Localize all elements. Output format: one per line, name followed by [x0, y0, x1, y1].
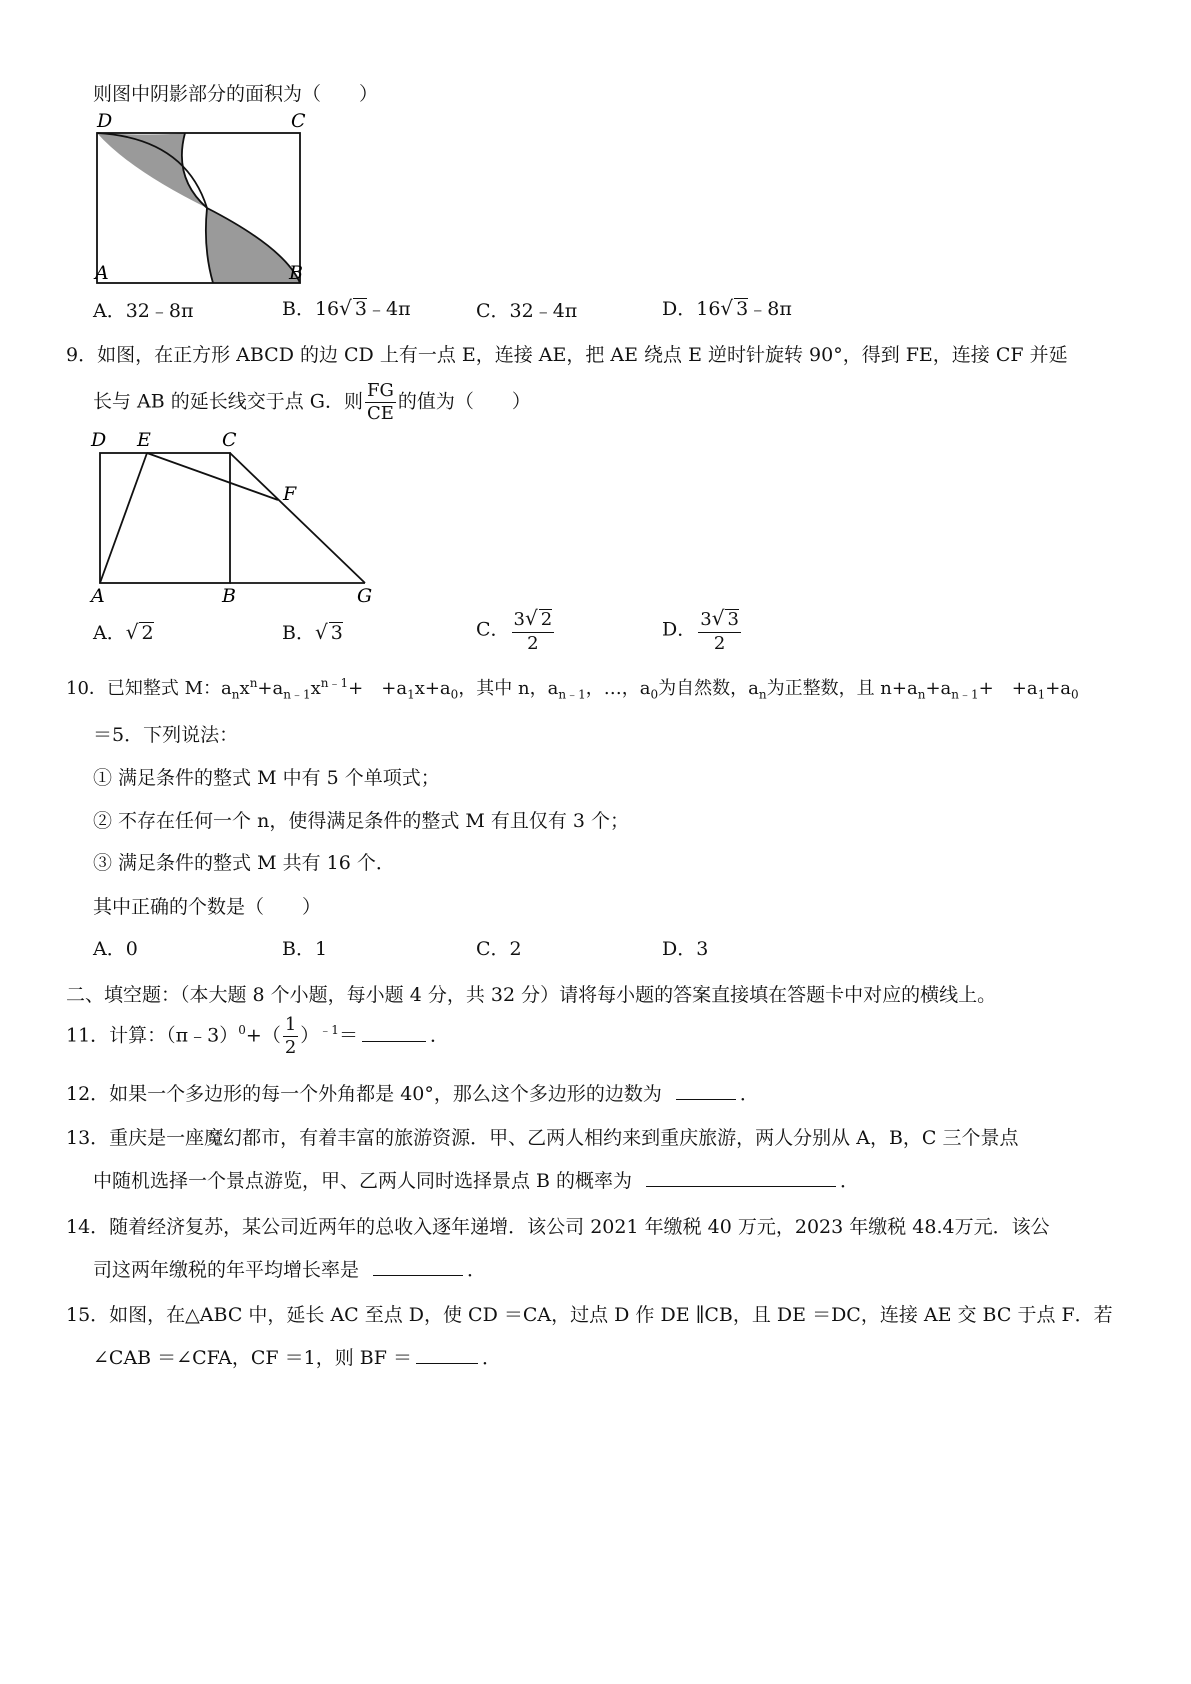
q9-square	[100, 453, 230, 583]
q8-option-d: D．16√ 3﹣8π	[662, 296, 792, 320]
q9-line2: 长与 AB 的延长线交于点 G．则 $\frac{FG}{CE}$ 的值为（ ）	[93, 380, 531, 424]
q8-stem-tail: 则图中阴影部分的面积为（ ）	[93, 83, 379, 105]
q9-option-b: B．√ 3	[282, 620, 343, 644]
q10-ask: 其中正确的个数是（ ）	[93, 896, 322, 918]
q11-answer-blank[interactable]	[362, 1023, 426, 1042]
q8-shaded-bottom	[206, 208, 300, 283]
q9-label-g: G	[357, 585, 373, 607]
q14-answer-blank[interactable]	[373, 1257, 463, 1276]
q9-label-e: E	[137, 430, 151, 451]
q13-line2: 中随机选择一个景点游览，甲、乙两人同时选择景点 B 的概率为 ．	[93, 1170, 860, 1192]
q9-label-b: B	[222, 585, 236, 607]
q13-answer-blank[interactable]	[646, 1168, 836, 1187]
q9-line1: 9．如图，在正方形 ABCD 的边 CD 上有一点 E，连接 AE，把 AE 绕点 E 逆时针旋转 90°，得到 FE，连接 CF 并延	[66, 344, 1068, 366]
q9-option-d: D． $\frac{3√ 3}{2}$	[662, 606, 739, 654]
q9-label-f: F	[283, 483, 297, 505]
q10-statement-2: ② 不存在任何一个 n，使得满足条件的整式 M 有且仅有 3 个；	[93, 810, 630, 832]
q15-line2: ∠CAB ＝∠CFA，CF ＝1，则 BF ＝ ．	[93, 1347, 501, 1369]
q9-figure	[85, 430, 385, 610]
q10-option-b: B．1	[282, 938, 328, 960]
q10-line2: ＝5．下列说法：	[93, 724, 239, 746]
q10-statement-3: ③ 满足条件的整式 M 共有 16 个．	[93, 852, 395, 874]
q10-line1: 10．已知整式 M：$a_nx^n+a_{n﹣1}x^{n﹣1}+$ $+a_1x+a_0$，其中 n，$a_{n﹣1}$，…，$a_0$为自然数，$a_n$为正整数，且 $n+a_n+a_{n﹣1}+$ $+a_1+a_0$	[66, 676, 1079, 702]
q8-option-c: C．32﹣4π	[476, 300, 578, 322]
q11: 11．计算：（π﹣3）$^0$+（ $\frac{1}{2}$ ）$^{﹣1}$＝ ．	[66, 1014, 449, 1058]
q9-segment-cg	[230, 453, 365, 583]
q15-line1: 15．如图，在△ABC 中，延长 AC 至点 D，使 CD ＝CA，过点 D 作 DE ∥CB，且 DE ＝DC，连接 AE 交 BC 于点 F．若	[66, 1304, 1113, 1326]
q10-option-a: A．0	[93, 938, 138, 960]
q10-option-d: D．3	[662, 938, 709, 960]
q13-line1: 13．重庆是一座魔幻都市，有着丰富的旅游资源．甲、乙两人相约来到重庆旅游，两人分别从 A，B，C 三个景点	[66, 1127, 1019, 1149]
q12-answer-blank[interactable]	[676, 1081, 736, 1100]
q8-option-b: B．16√ 3﹣4π	[282, 296, 411, 320]
q9-segment-ef	[147, 453, 278, 500]
q9-option-a: A．√ 2	[93, 620, 154, 644]
q8-label-d: D	[97, 110, 113, 132]
q12: 12．如果一个多边形的每一个外角都是 40°，那么这个多边形的边数为 ．	[66, 1083, 759, 1105]
q8-label-a: A	[95, 262, 109, 284]
q9-label-d: D	[91, 430, 107, 451]
q9-segment-ae	[100, 453, 147, 583]
q10-statement-1: ① 满足条件的整式 M 中有 5 个单项式；	[93, 767, 440, 789]
q8-option-a: A．32﹣8π	[93, 300, 194, 322]
q14-line2: 司这两年缴税的年平均增长率是 ．	[93, 1259, 487, 1281]
section2-heading: 二、填空题：（本大题 8 个小题，每小题 4 分，共 32 分）请将每小题的答案直接填在答题卡中对应的横线上。	[66, 984, 997, 1006]
q8-label-b: B	[289, 262, 303, 284]
q9-label-c: C	[222, 430, 237, 451]
q9-fraction: $\frac{FG}{CE}$	[366, 380, 394, 424]
q15-answer-blank[interactable]	[416, 1345, 478, 1364]
q9-option-c: C． $\frac{3√ 2}{2}$	[476, 606, 553, 654]
q14-line1: 14．随着经济复苏，某公司近两年的总收入逐年递增．该公司 2021 年缴税 40 万元，2023 年缴税 48.4万元．该公	[66, 1216, 1050, 1238]
q8-figure	[85, 108, 315, 288]
q8-label-c: C	[291, 110, 306, 132]
q9-label-a: A	[91, 585, 105, 607]
q10-option-c: C．2	[476, 938, 522, 960]
